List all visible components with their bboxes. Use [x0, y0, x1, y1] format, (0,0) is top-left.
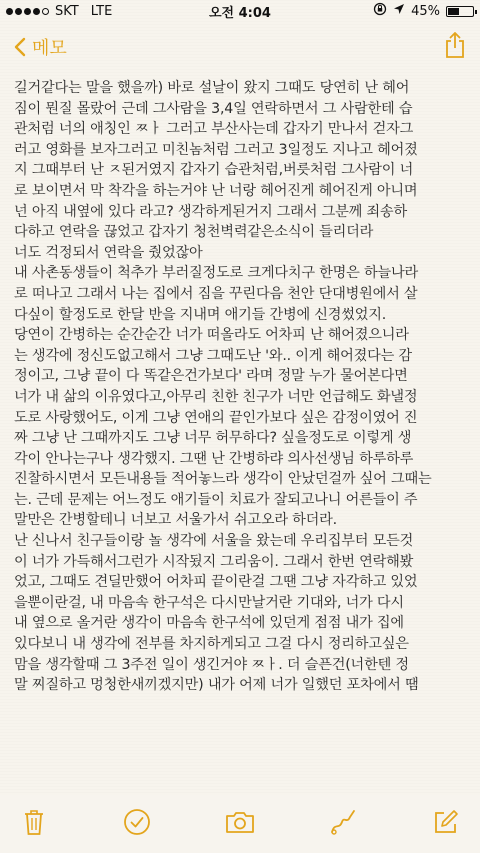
compose-button[interactable]	[430, 808, 462, 840]
note-line: 는. 근데 문제는 어느정도 애기들이 치료가 잘되고나니 어른들이 주	[14, 491, 418, 508]
note-line: 있다보니 내 생각에 전부를 차지하게되고 그걸 다시 정리하고싶은	[14, 636, 409, 653]
note-line: 다싶이 할정도로 한달 반을 지내며 애기들 간병에 신경썼었지.	[14, 306, 387, 323]
signal-dot	[33, 8, 40, 15]
note-line: 난 신나서 친구들이랑 놀 생각에 서울을 왔는데 우리집부터 모든것	[14, 533, 414, 550]
back-button[interactable]	[14, 34, 67, 60]
signal-dot	[15, 8, 22, 15]
bottom-toolbar	[0, 795, 480, 853]
camera-button[interactable]	[224, 808, 256, 840]
note-line: 진찰하시면서 모든내용들 적어놓느라 생각이 안났던걸까 싶어 그때는	[14, 471, 432, 488]
note-line: 관처럼 너의 애칭인 ㅉㅏ 그러고 부산사는데 갑자기 만나서 걷자그	[14, 121, 414, 138]
compose-icon	[432, 808, 460, 840]
signal-dot	[24, 8, 31, 15]
note-line: 짜 그냥 난 그때까지도 그냥 너무 허무하다? 싶을정도로 이렇게 생	[14, 430, 412, 447]
note-line: 너가 내 삶의 이유였다고,아무리 친한 친구가 너만 언급해도 화낼정	[14, 388, 418, 405]
status-time: 오전 4:04	[209, 5, 271, 21]
checklist-icon	[123, 808, 151, 840]
battery-icon	[446, 6, 474, 17]
note-body[interactable]	[14, 78, 466, 791]
checklist-button[interactable]	[121, 808, 153, 840]
note-line: 러고 영화를 보자그러고 미친놈처럼 그러고 3일정도 지나고 헤어졌	[14, 141, 418, 158]
note-line: 도로 사랑했어도, 이게 그냥 연애의 끝인가보다 싶은 감정이였어 진	[14, 409, 418, 426]
camera-icon	[225, 809, 255, 839]
battery-percent: 45%	[411, 3, 440, 19]
location-arrow-icon	[393, 3, 405, 19]
note-line: 지 그때부터 난 ㅈ된거였지 갑자기 습관처럼,버릇처럼 그사람이 너	[14, 162, 414, 179]
navigation-bar	[0, 22, 480, 72]
note-line: 정이고, 그냥 끝이 다 똑같은건가보다' 라며 정말 누가 물어본다면	[14, 368, 408, 385]
note-line: 넌 아직 내옆에 있다 라고? 생각하게된거지 그래서 그분께 죄송하	[14, 203, 407, 220]
delete-button[interactable]	[18, 808, 50, 840]
status-right	[373, 2, 474, 20]
note-line: 당연이 간병하는 순간순간 너가 떠올라도 어차피 난 해어졌으니라	[14, 327, 409, 344]
note-line: 이 너가 가득해서그런가 시작됬지 그리움이. 그래서 한번 연락해봤	[14, 553, 414, 570]
sketch-button[interactable]	[327, 808, 359, 840]
orientation-lock-icon	[373, 2, 387, 20]
status-bar	[0, 0, 480, 22]
note-line: 을뿐이란걸, 내 마음속 한구석은 다시만날거란 기대와, 너가 다시	[14, 594, 404, 611]
note-line: 었고, 그때도 견딜만했어 어차피 끝이란걸 그땐 그냥 자각하고 있었	[14, 574, 418, 591]
status-left	[6, 4, 112, 19]
note-line: 말 찌질하고 멍청한새끼겠지만) 내가 어제 너가 일했던 포차에서 땜	[14, 677, 419, 694]
chevron-left-icon	[14, 37, 26, 57]
note-line: 각이 안나는구나 생각했지. 그땐 난 간병하랴 의사선생님 하루하루	[14, 450, 414, 467]
note-line: 내 옆으로 올거란 생각이 마음속 한구석에 있던게 점점 내가 집에	[14, 615, 404, 632]
carrier-label: SKT	[55, 3, 79, 19]
back-label: 메모	[32, 38, 67, 59]
share-icon	[444, 44, 466, 63]
note-line: 는 생각에 정신도없고해서 그냥 그때도난 '와.. 이게 해어졌다는 감	[14, 347, 412, 364]
note-line: 말만은 간병할테니 너보고 서울가서 쉬고오라 하더라.	[14, 512, 337, 529]
trash-icon	[22, 808, 46, 840]
network-label: LTE	[90, 3, 113, 19]
battery-level	[448, 8, 459, 15]
note-line: 로 보이면서 막 착각을 하는거야 난 너랑 헤어진게 헤어진게 아니며	[14, 182, 418, 199]
signal-strength-icon	[6, 8, 49, 15]
note-line: 너도 걱정되서 연락을 줬었잖아	[14, 244, 203, 261]
note-line: 내 사촌동생들이 척추가 부러질정도로 크게다치구 한명은 하늘나라	[14, 265, 419, 282]
signal-dot	[42, 8, 49, 15]
signal-dot	[6, 8, 13, 15]
note-line: 짐이 뭔질 몰랐어 근데 그사람을 3,4일 연락하면서 그 사람한테 습	[14, 100, 413, 117]
sketch-icon	[329, 808, 357, 840]
share-button[interactable]	[444, 31, 466, 63]
note-line: 로 떠나고 그래서 나는 집에서 짐을 꾸린다음 천안 단대병원에서 살	[14, 285, 418, 302]
note-line: 길거같다는 말을 했을까) 바로 설날이 왔지 그때도 당연히 난 헤어	[14, 80, 410, 96]
note-line: 다하고 연락을 끊었고 갑자기 청천벽력같은소식이 들리더라	[14, 224, 374, 241]
note-line: 맘을 생각할때 그 3주전 일이 생긴거야 ㅉㅏ. 더 슬픈건(너한텐 정	[14, 656, 409, 673]
